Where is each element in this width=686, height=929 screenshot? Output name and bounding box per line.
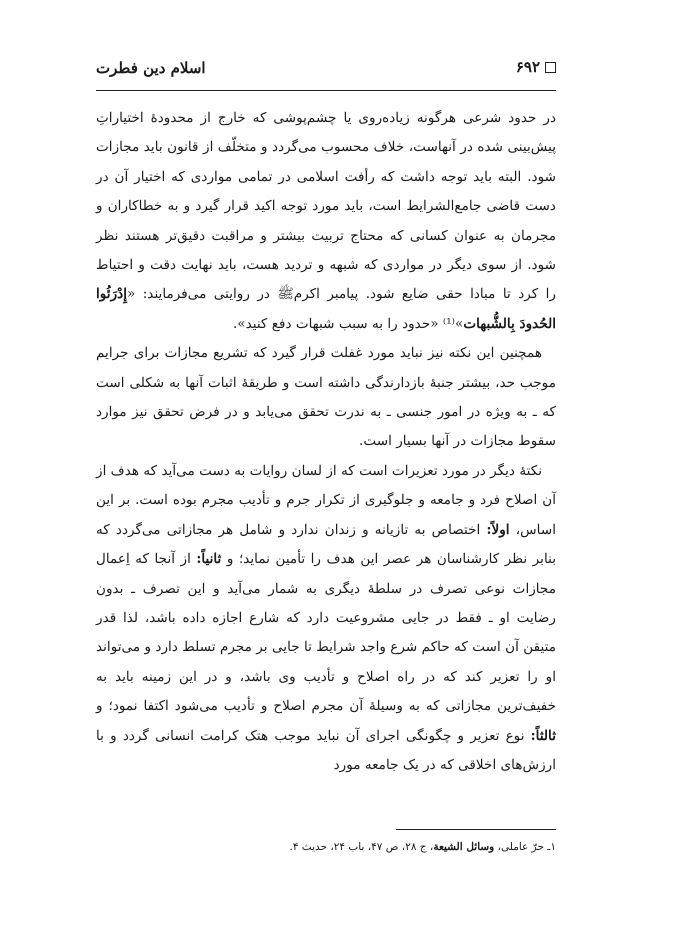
running-title: اسلام دین فطرت [96, 59, 206, 77]
text-run: از آنجا که اِعمال مجازات نوعی تصرف در سلطهٔ دیگری به شمار می‌آید و این تصرف ـ بدون رضایت او ـ فقط در جایی مشروعیت دارد که شارع اجازه داده باشد، لذا قدر متیقن آن است که حاکم شرع واجد شرایط تا جایی بر مجرم تسلط دارد و می‌تواند او را تعزیر کند که در راه اصلاح و تأدیب وی باشد، و در این زمینه باید به خفیف‌ترین مجازاتی که به وسیلهٔ آن مجرم اصلاح و تأدیب می‌شود اکتفا نمود؛ و [96, 551, 556, 715]
footnote-text: ۱ـ حرّ عاملی، [494, 841, 556, 853]
footnote [96, 838, 556, 856]
point-third-label: ثالثاً: [530, 727, 556, 744]
main-text [96, 104, 556, 780]
paragraph-1 [96, 104, 556, 339]
text-run: »⁽¹⁾ «حدود را به سبب شبهات دفع کنید». [232, 315, 464, 332]
page-header [96, 58, 556, 91]
text-run: نکتهٔ دیگر در مورد تعزیرات است که از لسان روایات به دست می‌آید که هدف از آن اصلاح فرد و جامعه و جلوگیری از تکرار جرم و تأدیب مجرم بوده است. بر این اساس، [96, 462, 556, 538]
footnote-text: ، ج ۲۸، ص ۴۷، باب ۲۴، حدیث ۴. [289, 841, 434, 853]
point-first-label: اولاً: [486, 521, 510, 538]
paragraph-3 [96, 457, 556, 780]
page-number-group [516, 58, 556, 76]
footnote-separator [396, 829, 556, 830]
text-run: در حدود شرعی هرگونه زیاده‌روی یا چشم‌پوشی که خارج از محدودهٔ اختیاراتِ پیش‌بینی شده در آنهاست، خلاف محسوب می‌گردد و متخلّف از قانون باید مجازات شود. البته باید توجه داشت که رأفت اسلامی در تمامی مواردی که اختیار آن در دست قاضی جامع‌الشرایط است، باید مورد توجه اکید قرار گیرد و به خطاکاران و مجرمان به عنوان کسانی که محتاج تربیت بیشتر و مراقبت دقیق‌تر هستند نظر شود. از سوی دیگر در مواردی که شبهه و تردید هست، باید نهایت دقت و احتیاط را کرد تا مبادا حقی ضایع شود. پیامبر اکرمﷺ در روایتی می‌فرمایند: « [96, 110, 556, 303]
hadith-quote: إِدْرَئُوا الحُدودَ بِالشُّبهات [96, 286, 556, 332]
footnote-source-title: وسائل الشیعة [433, 841, 495, 853]
text-run: اختصاص به تازیانه و زندان ندارد و شامل هر مجازاتی می‌گردد که بنابر نظر کارشناسان هر عصر این هدف را تأمین نماید؛ و [96, 521, 556, 568]
point-second-label: ثانیاً: [196, 551, 222, 568]
text-run: نوع تعزیر و چگونگی اجرای آن نباید موجب هتک کرامت انسانی گردد و با ارزش‌های اخلاقی که در یک جامعه مورد [96, 727, 556, 773]
paragraph-2: همچنین این نکته نیز نباید مورد غفلت قرار گیرد که تشریع مجازات برای جرایم موجب حد، بیشتر جنبهٔ بازدارندگی داشته است و طریقهٔ اثبات آنها به شکلی است که ـ به ویژه در امور جنسی ـ به ندرت تحقق می‌یابد و در فرض تحقق نیز موارد سقوط مجازات در آنها بسیار است. [96, 345, 556, 450]
square-bullet-icon [545, 62, 556, 73]
page-number: ۶۹۲ [515, 58, 540, 76]
